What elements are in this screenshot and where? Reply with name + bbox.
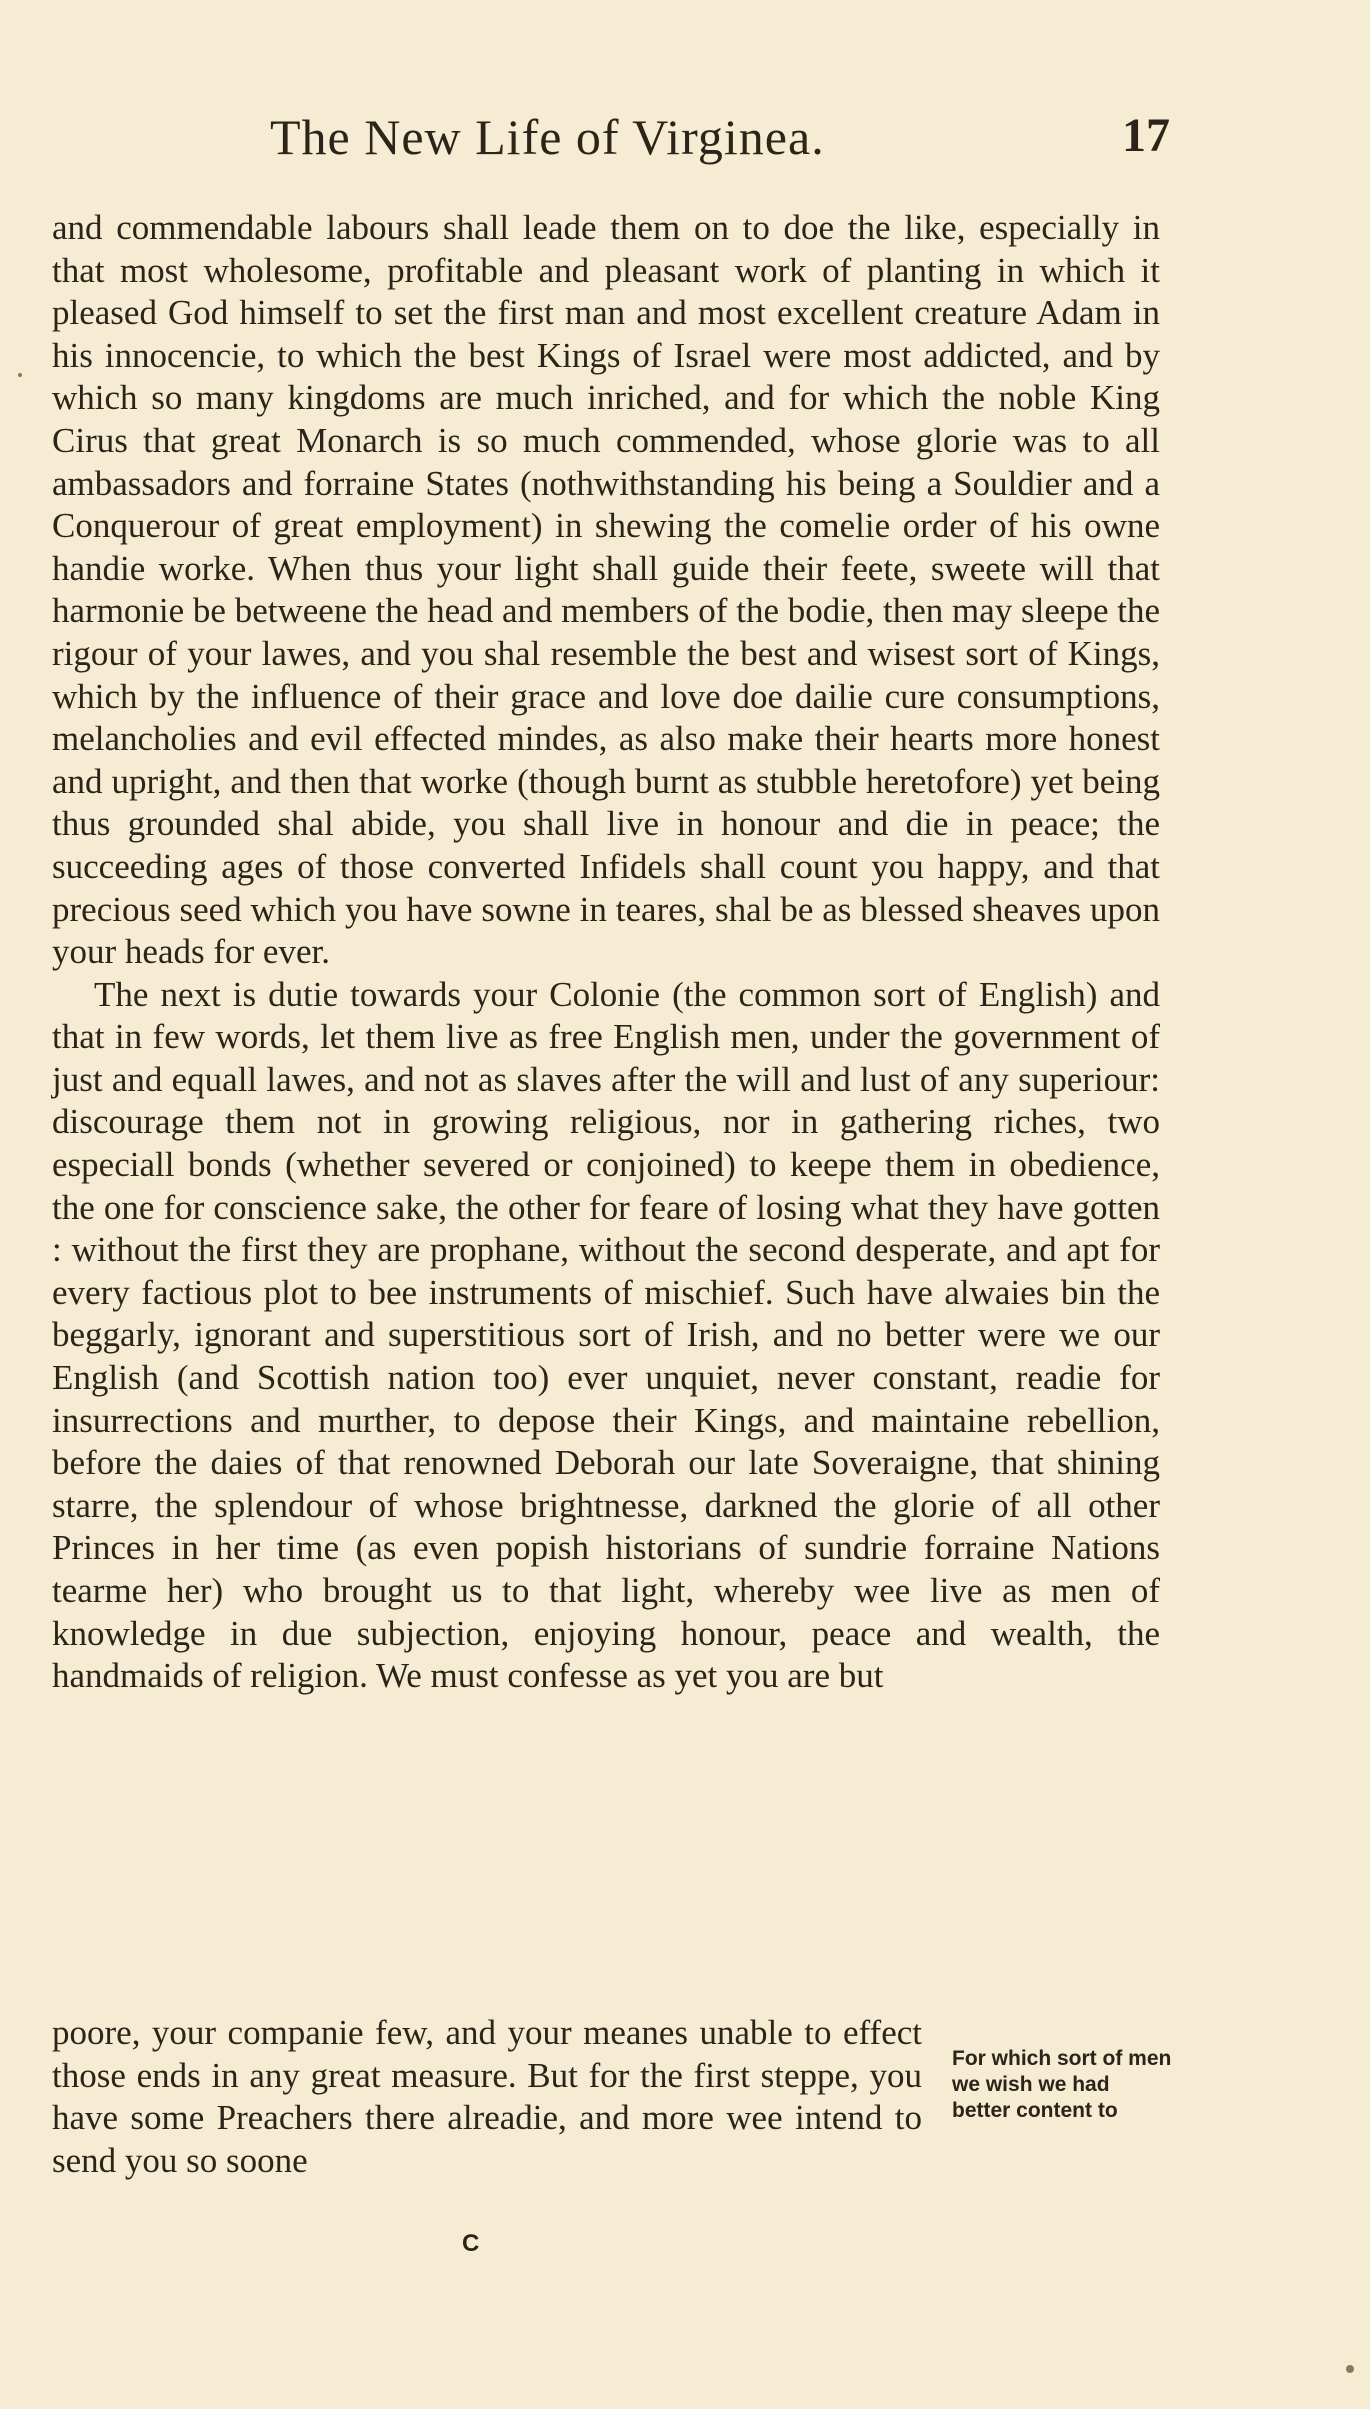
body-text xyxy=(52,207,1160,1698)
paragraph-2: The next is dutie towards your Colonie (the common sort of English) and that in few words, let them live as free English men, under the government of just and equall lawes, and not as slaves after the will and lust of any superiour: discourage them not in growing religious, nor in gathering riches, two especiall bonds (whether severed or conjoined) to keepe them in obedience, the one for conscience sake, the other for feare of losing what they have gotten : without the first they are prophane, without the second desperate, and apt for every factious plot to bee instruments of mischief. Such have alwaies bin the beggarly, ignorant and superstitious sort of Irish, and no better were we our English (and Scottish nation too) ever unquiet, never constant, readie for insurrections and murther, to depose their Kings, and maintaine rebellion, before the daies of that renowned Deborah our late Soveraigne, that shining starre, the splendour of whose brightnesse, darkned the glorie of all other Princes in her time (as even popish historians of sundrie forraine Nations tearme her) who brought us to that light, whereby wee live as men of knowledge in due subjection, enjoying honour, peace and wealth, the handmaids of religion. We must confesse as yet you are but xyxy=(52,974,1160,1696)
margin-note: For which sort of men we wish we had better content to xyxy=(952,2047,1172,2122)
paper-speck xyxy=(1346,2365,1354,2373)
paragraph-2-continued: poore, your companie few, and your meanes unable to effect those ends in any great measure. But for the first steppe, you have some Preachers there alreadie, and more wee intend to send you so soone xyxy=(52,2013,922,2180)
signature-mark: C xyxy=(462,2230,480,2257)
page-number: 17 xyxy=(1122,109,1170,162)
page-header xyxy=(270,108,1170,168)
paper-speck xyxy=(18,373,22,377)
paragraph-1: and commendable labours shall leade them on to doe the like, especially in that most wholesome, profitable and pleasant work of planting in which it pleased God himself to set the first man and most excellent creature Adam in his innocencie, to which the best Kings of Israel were most addicted, and by which so many kingdoms are much inriched, and for which the noble King Cirus that great Monarch is so much commended, whose glorie was to all ambassadors and forraine States (nothwithstanding his being a Souldier and a Conquerour of great employment) in shewing the comelie order of his owne handie worke. When thus your light shall guide their feete, sweete will that harmonie be betweene the head and members of the bodie, then may sleepe the rigour of your lawes, and you shal resemble the best and wisest sort of Kings, which by the influence of their grace and love doe dailie cure consumptions, melancholies and evil effected mindes, as also make their hearts more honest and upright, and then that worke (though burnt as stubble heretofore) yet being thus grounded shal abide, you shall live in honour and die in peace; the succeeding ages of those converted Infidels shall count you happy, and that precious seed which you have sowne in teares, shal be as blessed sheaves upon your heads for ever. xyxy=(52,208,1160,972)
running-title: The New Life of Virginea. xyxy=(270,109,825,165)
final-lines-block xyxy=(52,2012,1172,2202)
